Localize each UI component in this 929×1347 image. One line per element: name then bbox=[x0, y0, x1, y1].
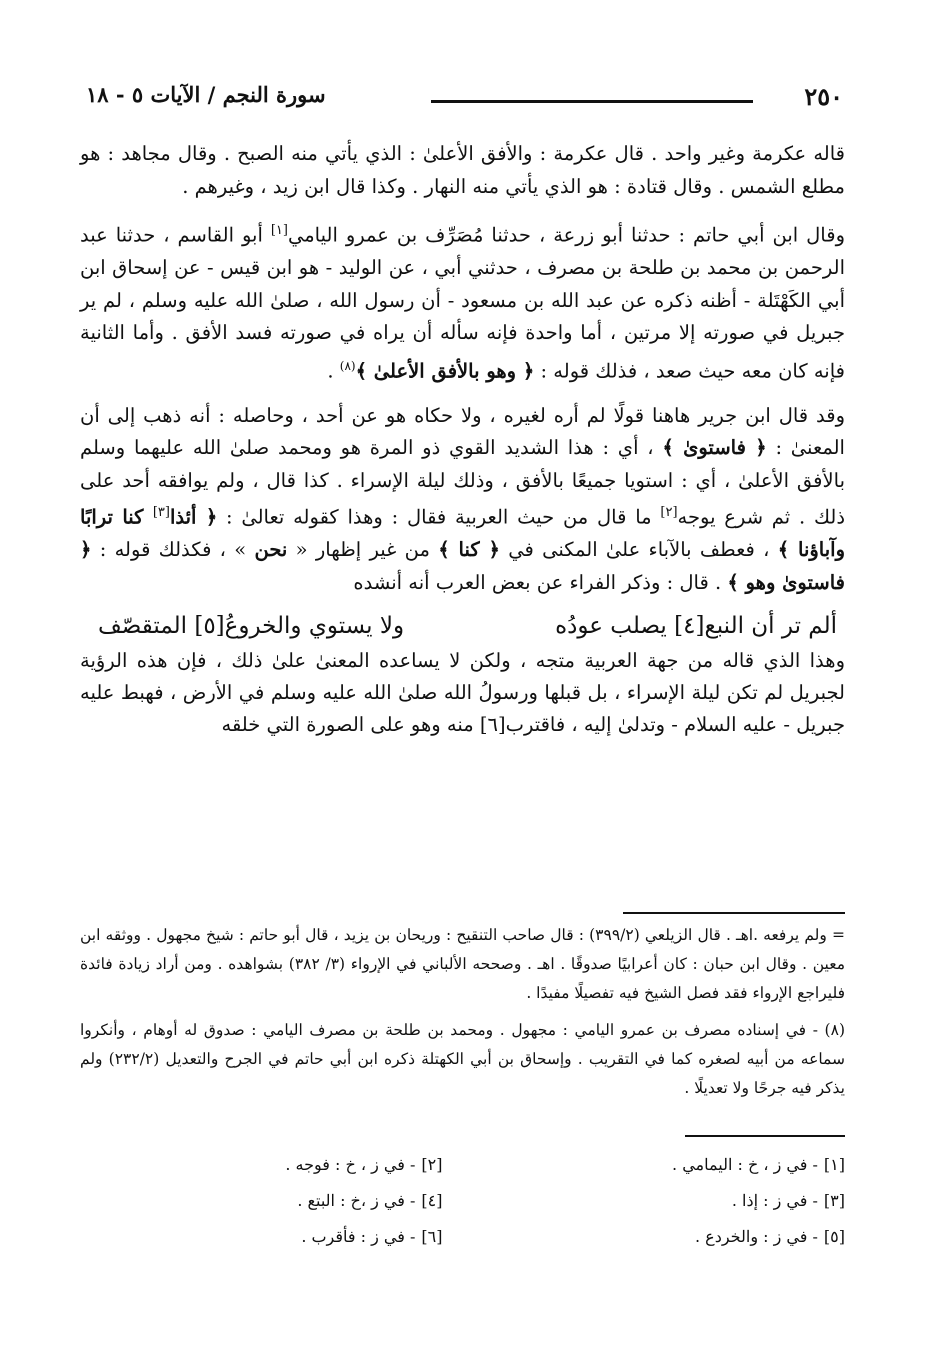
variant-number: [١] bbox=[823, 1155, 845, 1174]
variant-text: - في ز ، خ : اليمامي . bbox=[672, 1155, 818, 1174]
paragraph bbox=[80, 138, 845, 203]
variant-number: [٤] bbox=[421, 1191, 443, 1210]
variant-number: [٦] bbox=[421, 1227, 443, 1246]
variant-text: - في ز ،خ : البتع . bbox=[297, 1191, 416, 1210]
variants-grid bbox=[80, 1150, 845, 1252]
quran-quote: ﴿ كنا ﴾ bbox=[438, 538, 500, 561]
paragraph-text: وقد قال ابن جرير هاهنا قولًا لم أره لغيره ، ولا حكاه هو عن أحد ، وحاصله : أنه ذهب إلى أن المعنىٰ : bbox=[80, 403, 845, 459]
paragraphs bbox=[80, 138, 845, 599]
quran-quote: ﴿ أئذا bbox=[169, 505, 218, 529]
quran-quote: ﴿ فاستوىٰ وهو ﴾ bbox=[80, 538, 845, 594]
footnote-reference: (٨) bbox=[339, 358, 356, 373]
variant-note bbox=[80, 1222, 443, 1252]
paragraph-text: ما قال من حيث العربية فقال : وهذا كقوله تعالىٰ : bbox=[217, 505, 661, 529]
variant-note bbox=[80, 1150, 443, 1180]
variant-note bbox=[483, 1186, 846, 1216]
variant-text: - في ز : والخردع . bbox=[695, 1227, 818, 1246]
quran-quote: نحن bbox=[254, 538, 288, 561]
variant-text: - في ز : إذا . bbox=[731, 1191, 818, 1210]
manuscript-variants bbox=[80, 1150, 845, 1252]
variant-reference: [٣] bbox=[152, 505, 170, 520]
variant-note bbox=[483, 1222, 846, 1252]
variant-text: - في ز ، خ : فوجه . bbox=[285, 1155, 416, 1174]
footnote-8: (٨) - في إسناده مصرف بن عمرو اليامي : مجهول . ومحمد بن طلحة بن مصرف اليامي : صدوق له أوهام ، وأنكروا سماعه من أبيه لصغره كما في التقريب . وإسحاق بن أبي الكهتلة ذكره ابن أبي حاتم في الجرح والتعديل (٢٣٢/٢) ولم يذكر فيه جرحًا ولا تعديلًا . bbox=[80, 1021, 846, 1097]
variant-text: - في ز : فأقرب . bbox=[301, 1227, 416, 1246]
paragraph bbox=[80, 400, 845, 600]
paragraph-text: قاله عكرمة وغير واحد . قال عكرمة : والأفق الأعلىٰ : الذي يأتي منه الصبح . وقال مجاهد : هو مطلع الشمس . وقال قتادة : هو الذي يأتي منه النهار . وكذا قال ابن زيد ، وغيرهم . bbox=[80, 142, 845, 198]
surah-title: سورة النجم / الآيات ٥ - ١٨ bbox=[86, 82, 326, 107]
variant-reference: [١] bbox=[270, 223, 288, 238]
verse-second-hemistich: ولا يستوي والخروعُ[٥] المتقصّف bbox=[98, 613, 405, 639]
header-rule bbox=[431, 100, 753, 103]
main-text bbox=[80, 138, 845, 741]
paragraph-text: . قال : وذكر الفراء عن بعض العرب أنه أنشده bbox=[353, 570, 728, 594]
paragraph-text: وقال ابن أبي حاتم : حدثنا أبو زرعة ، حدثنا مُصَرِّف بن عمرو اليامي bbox=[287, 223, 845, 247]
variant-number: [٥] bbox=[823, 1227, 845, 1246]
paragraph-text: من غير إظهار « bbox=[287, 538, 439, 561]
variant-reference: [٢] bbox=[660, 505, 678, 520]
paragraph-text: ، أي : هذا الشديد القوي ذو المرة هو ومحمد صلىٰ الله عليهما وسلم بالأفق الأعلىٰ ، أي : استويا جميعًا بالأفق ، وذلك ليلة الإسراء . كذا قال ، ولم يوافقه أحد على ذلك . ثم شرع يوجه bbox=[80, 436, 846, 529]
footnotes bbox=[80, 921, 845, 1111]
footnote-continuation: = ولم يرفعه .اهـ . قال الزيلعي (٣٩٩/٢) : قال صاحب التنقيح : وريحان بن يزيد ، قال أبو حاتم : شيخ مجهول . ووثقه ابن معين . وقال ابن حبان : كان أعرابيًا صدوقًا . اهـ . وصححه الألباني في الإرواء (٣/ ٣٨٢) بشواهده . ومن أراد زيادة فائدة فليراجع الإرواء فقد فصل الشيخ فيه تفصيلًا مفيدًا . bbox=[80, 926, 845, 1002]
quran-quote: ﴿ وهو بالأفق الأعلىٰ ﴾ bbox=[355, 359, 535, 382]
variant-number: [٢] bbox=[421, 1155, 443, 1174]
quran-quote: ﴿ فاستوىٰ ﴾ bbox=[662, 436, 767, 459]
variant-number: [٣] bbox=[823, 1191, 845, 1210]
closing-paragraph: وهذا الذي قاله من جهة العربية متجه ، ولكن لا يساعده المعنىٰ علىٰ ذلك ، فإن هذه الرؤية لجبريل لم تكن ليلة الإسراء ، بل قبلها ورسولُ الله صلىٰ الله عليه وسلم في الأرض ، فهبط عليه جبريل - عليه السلام - وتدلىٰ إليه ، فاقترب[٦] منه وهو على الصورة التي خلقه bbox=[80, 649, 845, 736]
paragraph-text: أبو القاسم ، حدثنا عبد الرحمن بن محمد بن طلحة بن مصرف ، حدثني أبي ، عن الوليد - هو ابن قيس - عن إسحاق ابن أبي الكَهْتَلة - أظنه ذكره عن عبد الله بن مسعود - أن رسول الله ، صلىٰ الله عليه وسلم ، لم ير جبريل في صورته إلا مرتين ، أما واحدة فإنه سأله أن يراه في صورته فسد الأفق . وأما الثانية فإنه كان معه حيث صعد ، فذلك قوله : bbox=[80, 223, 845, 382]
verse-first-hemistich: ألم تر أن النبع[٤] يصلب عودُه bbox=[555, 613, 837, 639]
page-number: ٢٥٠ bbox=[804, 82, 843, 111]
paragraph-text: . bbox=[327, 359, 340, 382]
poetry-verse bbox=[80, 613, 845, 639]
variants-rule bbox=[685, 1135, 845, 1137]
paragraph bbox=[80, 215, 845, 388]
quran-quote: كنا ترابًا وآباؤنا ﴾ bbox=[80, 505, 845, 561]
variant-note bbox=[483, 1150, 846, 1180]
page-header bbox=[86, 82, 843, 118]
footnotes-rule bbox=[623, 912, 845, 914]
variant-note bbox=[80, 1186, 443, 1216]
paragraph-text: ، فعطف بالآباء علىٰ المكنى في bbox=[499, 538, 778, 561]
paragraph-text: » ، فكذلك قوله : bbox=[91, 538, 255, 561]
